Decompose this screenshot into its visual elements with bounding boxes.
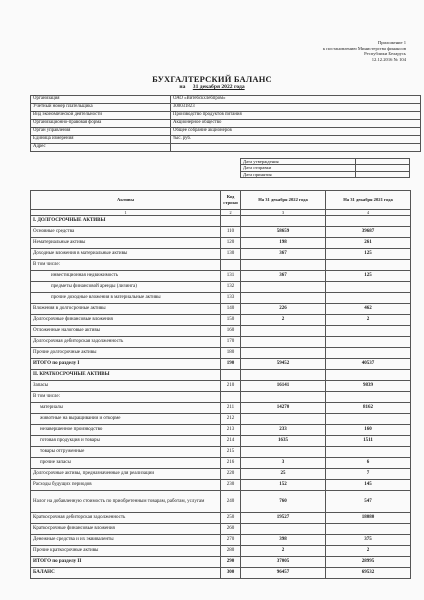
value-2022: 2 <box>241 546 326 557</box>
value-2021: 160 <box>326 425 411 436</box>
value-2021 <box>326 282 411 293</box>
value-2021: 145 <box>326 480 411 491</box>
value-2021 <box>326 260 411 271</box>
table-row <box>31 337 411 348</box>
table-row <box>31 392 411 403</box>
table-row <box>31 282 411 293</box>
table-row <box>31 535 411 546</box>
row-label: ИТОГО по разделу I <box>31 359 221 370</box>
date-label: Дата отправки <box>241 165 356 171</box>
value-2022: 37005 <box>241 557 326 568</box>
value-2021: 125 <box>326 249 411 260</box>
header-row <box>31 191 411 210</box>
value-2021: 39687 <box>326 227 411 238</box>
row-code: 110 <box>221 227 241 238</box>
value-2022 <box>241 392 326 403</box>
value-2021: 69532 <box>326 568 411 579</box>
row-label: Долгосрочная дебиторская задолженность <box>31 337 221 348</box>
value-2022 <box>241 216 326 227</box>
info-value: Производство продуктов питания <box>171 112 421 120</box>
value-2022 <box>241 293 326 304</box>
info-value: 300031823 <box>171 104 421 112</box>
table-row <box>31 381 411 392</box>
row-label: незавершенное производство <box>31 425 221 436</box>
appendix-line: к постановлению Министерства финансов <box>322 45 406 51</box>
appendix-line: Приложение 1 <box>377 40 406 45</box>
date-label: Дата принятия <box>241 171 356 177</box>
info-label: Учетный номер плательщика <box>31 104 171 112</box>
value-2022 <box>241 337 326 348</box>
value-2021 <box>326 414 411 425</box>
row-label: В том числе: <box>31 392 221 403</box>
row-label: Нематериальные активы <box>31 238 221 249</box>
value-2021: 18080 <box>326 513 411 524</box>
value-2021: 375 <box>326 535 411 546</box>
header-2022: На 31 декабря 2022 года <box>241 191 326 210</box>
value-2021: 1511 <box>326 436 411 447</box>
row-code: 150 <box>221 315 241 326</box>
table-row <box>31 249 411 260</box>
table-row <box>31 568 411 579</box>
row-label: I. ДОЛГОСРОЧНЫЕ АКТИВЫ <box>31 216 221 227</box>
row-code: 213 <box>221 425 241 436</box>
value-2021: 261 <box>326 238 411 249</box>
header-code: Код строки <box>221 191 241 210</box>
column-number: 2 <box>221 210 241 216</box>
value-2021 <box>326 337 411 348</box>
header-assets: Активы <box>31 191 221 210</box>
value-2021 <box>326 216 411 227</box>
report-date: 31 декабря 2022 года <box>192 84 245 90</box>
row-code <box>221 260 241 271</box>
column-number: 4 <box>326 210 411 216</box>
value-2021 <box>326 447 411 458</box>
appendix-line: Республики Беларусь <box>364 51 406 57</box>
value-2022: 367 <box>241 271 326 282</box>
table-row <box>31 227 411 238</box>
table-row <box>31 491 411 513</box>
row-code: 132 <box>221 282 241 293</box>
table-row <box>31 524 411 535</box>
row-label: предметы финансовой аренды (лизинга) <box>31 282 221 293</box>
value-2021: 6 <box>326 458 411 469</box>
row-label: животные на выращивании и откорме <box>31 414 221 425</box>
column-number: 1 <box>31 210 221 216</box>
row-label: Долгосрочные финансовые вложения <box>31 315 221 326</box>
row-label: Прочие долгосрочные активы <box>31 348 221 359</box>
date-value <box>356 171 410 177</box>
table-row <box>31 370 411 381</box>
value-2022: 233 <box>241 425 326 436</box>
value-2022: 398 <box>241 535 326 546</box>
row-label: товары отгруженные <box>31 447 221 458</box>
value-2022: 1635 <box>241 436 326 447</box>
row-label: ИТОГО по разделу II <box>31 557 221 568</box>
row-code: 130 <box>221 249 241 260</box>
value-2022: 16141 <box>241 381 326 392</box>
table-row <box>31 436 411 447</box>
value-2022: 19527 <box>241 513 326 524</box>
table-row <box>31 447 411 458</box>
table-row <box>31 293 411 304</box>
row-label: В том числе: <box>31 260 221 271</box>
table-row <box>31 260 411 271</box>
value-2021: 462 <box>326 304 411 315</box>
row-label: Отложенные налоговые активы <box>31 326 221 337</box>
info-row <box>31 112 421 120</box>
balance-sheet-table <box>30 190 411 579</box>
table-row <box>31 304 411 315</box>
row-code: 214 <box>221 436 241 447</box>
row-code: 240 <box>221 491 241 513</box>
table-row <box>31 315 411 326</box>
table-row <box>31 414 411 425</box>
table-row <box>31 216 411 227</box>
value-2021: 9839 <box>326 381 411 392</box>
value-2022: 58659 <box>241 227 326 238</box>
row-code: 270 <box>221 535 241 546</box>
row-code: 180 <box>221 348 241 359</box>
value-2022 <box>241 282 326 293</box>
row-label: Налог на добавленную стоимость по приобретенным товарам, работам, услугам <box>31 491 221 513</box>
row-label: Расходы будущих периодов <box>31 480 221 491</box>
value-2022: 14270 <box>241 403 326 414</box>
value-2022: 3 <box>241 458 326 469</box>
row-label: Долгосрочные активы, предназначенные для реализации <box>31 469 221 480</box>
info-value: Акционерное общество <box>171 120 421 128</box>
info-label: Вид экономической деятельности <box>31 112 171 120</box>
info-value <box>171 144 421 152</box>
date-label: Дата утверждения <box>241 159 356 165</box>
value-2022: 198 <box>241 238 326 249</box>
value-2021 <box>326 392 411 403</box>
row-code: 212 <box>221 414 241 425</box>
row-code: 215 <box>221 447 241 458</box>
row-label: Прочие краткосрочные активы <box>31 546 221 557</box>
row-code: 260 <box>221 524 241 535</box>
table-row <box>31 480 411 491</box>
value-2022: 760 <box>241 491 326 513</box>
table-row <box>31 458 411 469</box>
info-label: Адрес <box>31 144 171 152</box>
row-code: 216 <box>221 458 241 469</box>
table-row <box>31 425 411 436</box>
value-2021: 2 <box>326 315 411 326</box>
value-2021: 28995 <box>326 557 411 568</box>
row-code: 140 <box>221 304 241 315</box>
info-value: Общее собрание акционеров <box>171 128 421 136</box>
row-label: готовая продукция и товары <box>31 436 221 447</box>
row-code: 211 <box>221 403 241 414</box>
info-row <box>31 104 421 112</box>
info-label: Единица измерения <box>31 136 171 144</box>
value-2022 <box>241 447 326 458</box>
value-2021: 547 <box>326 491 411 513</box>
row-label: БАЛАНС <box>31 568 221 579</box>
document-title: БУХГАЛТЕРСКИЙ БАЛАНС <box>152 74 272 84</box>
value-2022 <box>241 524 326 535</box>
value-2021 <box>326 293 411 304</box>
row-label: инвестиционная недвижимость <box>31 271 221 282</box>
row-label: Основные средства <box>31 227 221 238</box>
row-code <box>221 370 241 381</box>
value-2021: 125 <box>326 271 411 282</box>
table-row <box>31 513 411 524</box>
row-code: 133 <box>221 293 241 304</box>
row-code: 131 <box>221 271 241 282</box>
info-label: Орган управления <box>31 128 171 136</box>
value-2021: 7 <box>326 469 411 480</box>
info-value: тыс. руб. <box>171 136 421 144</box>
value-2021: 40537 <box>326 359 411 370</box>
row-label: Вложения в долгосрочные активы <box>31 304 221 315</box>
table-row <box>31 546 411 557</box>
row-code: 120 <box>221 238 241 249</box>
value-2022 <box>241 370 326 381</box>
value-2021 <box>326 348 411 359</box>
row-label: Доходные вложения в материальные активы <box>31 249 221 260</box>
column-number: 3 <box>241 210 326 216</box>
row-code: 250 <box>221 513 241 524</box>
row-code: 280 <box>221 546 241 557</box>
value-2022: 152 <box>241 480 326 491</box>
value-2022: 2 <box>241 315 326 326</box>
value-2021: 8162 <box>326 403 411 414</box>
appendix-note <box>256 40 406 62</box>
table-row <box>31 326 411 337</box>
info-row <box>31 144 421 152</box>
table-row <box>31 557 411 568</box>
value-2021 <box>326 326 411 337</box>
row-label: прочие запасы <box>31 458 221 469</box>
info-row <box>31 96 421 104</box>
row-label: материалы <box>31 403 221 414</box>
row-code: 290 <box>221 557 241 568</box>
value-2022: 59452 <box>241 359 326 370</box>
row-label: II. КРАТКОСРОЧНЫЕ АКТИВЫ <box>31 370 221 381</box>
value-2021 <box>326 524 411 535</box>
info-row <box>31 136 421 144</box>
row-code: 230 <box>221 480 241 491</box>
value-2022: 367 <box>241 249 326 260</box>
row-label: Краткосрочные финансовые вложения <box>31 524 221 535</box>
row-code: 210 <box>221 381 241 392</box>
info-row <box>31 120 421 128</box>
table-row <box>31 469 411 480</box>
table-row <box>31 348 411 359</box>
value-2022: 25 <box>241 469 326 480</box>
table-row <box>31 359 411 370</box>
info-value: ОАО «Витебскхлебпром» <box>171 96 421 104</box>
info-label: Организация <box>31 96 171 104</box>
row-code <box>221 392 241 403</box>
dates-table <box>240 158 410 178</box>
row-label: Краткосрочная дебиторская задолженность <box>31 513 221 524</box>
info-label: Организационно-правовая форма <box>31 120 171 128</box>
table-row <box>31 271 411 282</box>
row-label: Денежные средства и их эквиваленты <box>31 535 221 546</box>
date-prefix: на <box>179 84 186 90</box>
table-row <box>31 403 411 414</box>
value-2022 <box>241 414 326 425</box>
report-date-line <box>0 84 424 90</box>
value-2021 <box>326 370 411 381</box>
value-2022: 96457 <box>241 568 326 579</box>
value-2022: 226 <box>241 304 326 315</box>
value-2021: 2 <box>326 546 411 557</box>
row-code: 160 <box>221 326 241 337</box>
row-label: прочие доходные вложения в материальные активы <box>31 293 221 304</box>
table-row <box>31 238 411 249</box>
header-2021: На 31 декабря 2021 года <box>326 191 411 210</box>
row-code <box>221 216 241 227</box>
row-code: 220 <box>221 469 241 480</box>
row-code: 170 <box>221 337 241 348</box>
value-2022 <box>241 326 326 337</box>
organization-info-table <box>30 95 421 152</box>
value-2022 <box>241 260 326 271</box>
info-row <box>31 128 421 136</box>
row-code: 190 <box>221 359 241 370</box>
value-2022 <box>241 348 326 359</box>
row-code: 300 <box>221 568 241 579</box>
date-row <box>241 171 410 177</box>
row-label: Запасы <box>31 381 221 392</box>
appendix-line: 12.12.2016 № 104 <box>371 56 406 62</box>
